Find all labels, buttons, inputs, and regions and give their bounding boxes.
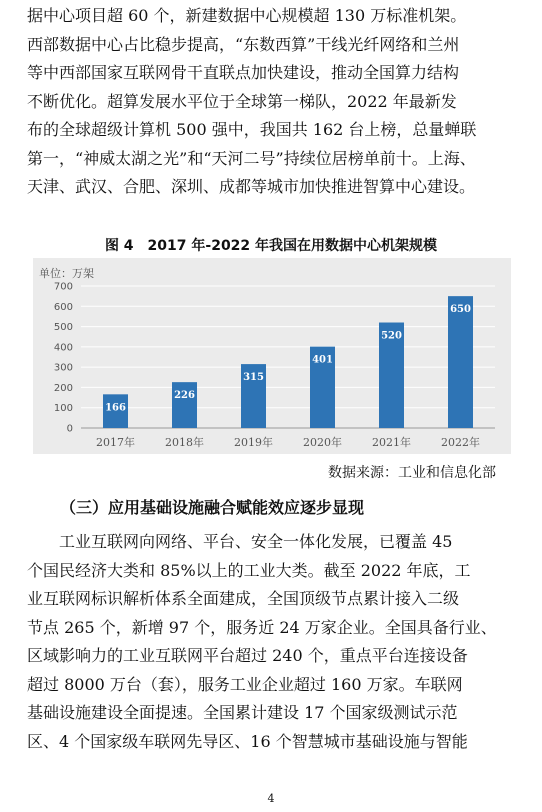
data-source-note: 数据来源：工业和信息化部 — [328, 465, 496, 481]
section-heading: （三）应用基础设施融合赋能效应逐步显现 — [60, 498, 365, 517]
y-tick-label: 500 — [53, 322, 73, 334]
y-tick-label: 700 — [53, 281, 73, 293]
bar-value-label: 315 — [243, 372, 264, 384]
body-paragraph-1 — [27, 2, 517, 202]
body-paragraph-2 — [27, 528, 517, 756]
x-tick-label: 2018年 — [165, 436, 204, 449]
text-line: 西部数据中心占比稳步提高，“东数西算”干线光纤网络和兰州 — [27, 34, 460, 54]
page-number: 4 — [267, 792, 275, 805]
text-line: 基础设施建设全面提速。全国累计建设 17 个国家级测试示范 — [27, 703, 458, 722]
gridlines — [81, 286, 495, 428]
text-line: 节点 265 个，新增 97 个，服务近 24 万家企业。全国具备行业、 — [27, 617, 497, 637]
text-line: 第一，“神威太湖之光”和“天河二号”持续位居榜单前十。上海、 — [27, 148, 476, 168]
bar-value-label: 226 — [174, 390, 195, 402]
y-tick-label: 200 — [53, 382, 73, 394]
text-line: 个国民经济大类和 85%以上的工业大类。截至 2022 年底，工 — [27, 560, 471, 580]
text-line: 天津、武汉、合肥、深圳、成都等城市加快推进智算中心建设。 — [27, 177, 476, 196]
bars — [103, 296, 473, 428]
x-tick-label: 2021年 — [372, 436, 411, 449]
bar — [448, 296, 473, 428]
y-tick-label: 300 — [53, 362, 73, 374]
x-tick-label: 2017年 — [96, 436, 135, 449]
y-tick-label: 0 — [66, 423, 73, 435]
bar-value-label: 166 — [105, 402, 126, 414]
text-line: 等中西部国家互联网骨干直联点加快建设，推动全国算力结构 — [27, 63, 460, 82]
text-line: 布的全球超级计算机 500 强中，我国共 162 台上榜，总量蝉联 — [27, 120, 477, 139]
x-tick-label: 2022年 — [441, 436, 480, 449]
text-line: 业互联网标识解析体系全面建成，全国顶级节点累计接入二级 — [27, 589, 460, 608]
bar-chart-svg — [33, 258, 511, 454]
y-tick-label: 400 — [53, 342, 73, 354]
bar-value-label: 520 — [381, 330, 402, 342]
bar-value-label: 401 — [312, 354, 333, 366]
text-line: 超过 8000 万台（套），服务工业企业超过 160 万家。车联网 — [27, 674, 463, 694]
text-line: 工业互联网向网络、平台、安全一体化发展，已覆盖 45 — [27, 532, 453, 551]
y-tick-label: 100 — [53, 403, 73, 415]
text-line: 不断优化。超算发展水平位于全球第一梯队，2022 年最新发 — [27, 91, 457, 111]
text-line: 区域影响力的工业互联网平台超过 240 个，重点平台连接设备 — [27, 646, 468, 665]
x-axis-labels — [96, 435, 480, 449]
y-axis-ticks — [54, 282, 73, 435]
unit-label: 单位：万架 — [39, 267, 94, 280]
y-tick-label: 600 — [53, 301, 73, 313]
bar-value-label: 650 — [450, 304, 471, 316]
bar — [172, 382, 197, 428]
rack-scale-chart — [33, 258, 511, 454]
x-tick-label: 2019年 — [234, 436, 273, 449]
x-tick-label: 2020年 — [303, 436, 342, 449]
text-line: 据中心项目超 60 个，新建数据中心规模超 130 万标准机架。 — [27, 6, 467, 25]
text-line: 区、4 个国家级车联网先导区、16 个智慧城市基础设施与智能 — [27, 731, 468, 751]
figure-title: 图 4 2017 年-2022 年我国在用数据中心机架规模 — [104, 238, 438, 254]
